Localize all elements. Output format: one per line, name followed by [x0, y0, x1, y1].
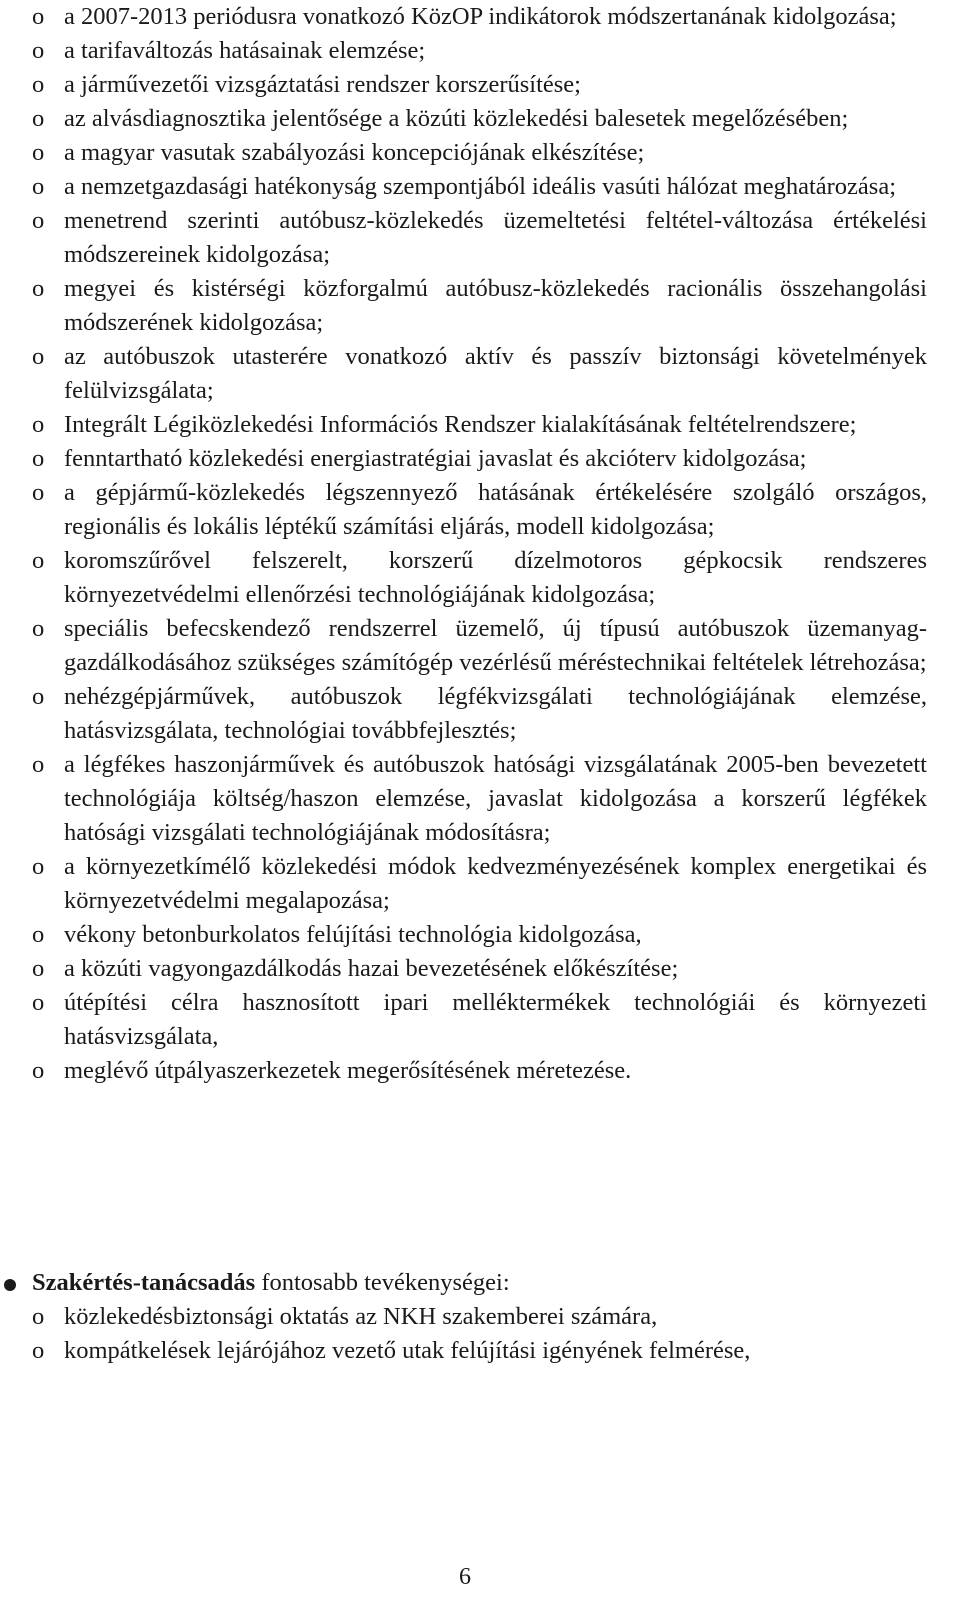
list-item-text: útépítési célra hasznosított ipari melléktermékek technológiái és környezeti hatásvizsgálata, [64, 989, 927, 1050]
list-item-text: nehézgépjárművek, autóbuszok légfékvizsgálati technológiájának elemzése, hatásvizsgálata, technológiai továbbfejlesztés; [64, 683, 927, 744]
list-marker: o [32, 445, 45, 472]
list-item-text: Integrált Légiközlekedési Információs Rendszer kialakításának feltételrendszere; [64, 411, 857, 438]
list-marker: o [32, 343, 45, 370]
list-item [32, 34, 927, 68]
list-item [32, 1300, 927, 1334]
list-item-text: fenntartható közlekedési energiastratégiai javaslat és akcióterv kidolgozása; [64, 445, 807, 472]
list-marker: o [32, 139, 45, 166]
section-heading-bold: Szakértés-tanácsadás [32, 1269, 256, 1296]
list-item [32, 340, 927, 408]
list-marker: o [32, 105, 45, 132]
section-heading [0, 1266, 930, 1300]
list-marker: o [32, 207, 45, 234]
list-marker: o [32, 547, 45, 574]
list-item [32, 952, 927, 986]
list-marker: o [32, 37, 45, 64]
list-marker: o [32, 1057, 45, 1084]
list-item-text: koromszűrővel felszerelt, korszerű dízelmotoros gépkocsik rendszeres környezetvédelmi ellenőrzési technológiájának kidolgozása; [64, 547, 927, 608]
list-item [32, 1334, 927, 1368]
activity-list [32, 0, 927, 1088]
list-item [32, 204, 927, 272]
list-item-text: a közúti vagyongazdálkodás hazai bevezetésének előkészítése; [64, 955, 679, 982]
list-item-text: vékony betonburkolatos felújítási technológia kidolgozása, [64, 921, 642, 948]
list-item-text: az alvásdiagnosztika jelentősége a közúti közlekedési balesetek megelőzésében; [64, 105, 849, 132]
list-item [32, 68, 927, 102]
list-item [32, 612, 927, 680]
section-heading-rest: fontosabb tevékenységei: [255, 1269, 510, 1296]
list-marker: o [32, 479, 45, 506]
list-item-text: a járművezetői vizsgáztatási rendszer korszerűsítése; [64, 71, 581, 98]
list-item-text: speciális befecskendező rendszerrel üzemelő, új típusú autóbuszok üzemanyag-gazdálkodásához szükséges számítógép vezérlésű méréstechnikai feltételek létrehozása; [64, 615, 927, 676]
list-item-text: a nemzetgazdasági hatékonyság szempontjából ideális vasúti hálózat meghatározása; [64, 173, 896, 200]
list-item [32, 476, 927, 544]
list-item [32, 1054, 927, 1088]
page-number: 6 [459, 1564, 471, 1590]
list-marker: o [32, 989, 45, 1016]
list-marker: o [32, 275, 45, 302]
list-item-text: a 2007-2013 periódusra vonatkozó KözOP indikátorok módszertanának kidolgozása; [64, 3, 897, 30]
list-item [32, 408, 927, 442]
list-marker: o [32, 71, 45, 98]
list-marker: o [32, 173, 45, 200]
list-marker: o [32, 955, 45, 982]
list-item [32, 272, 927, 340]
list-item [32, 136, 927, 170]
list-item [32, 986, 927, 1054]
list-marker: o [32, 615, 45, 642]
list-marker: o [32, 411, 45, 438]
list-item [32, 0, 927, 34]
list-item [32, 544, 927, 612]
expert-advice-section [0, 1266, 930, 1368]
list-item [32, 918, 927, 952]
list-item-text: az autóbuszok utasterére vonatkozó aktív és passzív biztonsági követelmények felülvizsgálata; [64, 343, 927, 404]
list-item-text: a magyar vasutak szabályozási koncepciójának elkészítése; [64, 139, 645, 166]
list-marker: o [32, 683, 45, 710]
list-item [32, 748, 927, 850]
bullet-dot-icon [4, 1279, 16, 1291]
list-marker: o [32, 853, 45, 880]
list-marker: o [32, 1303, 45, 1330]
list-item [32, 442, 927, 476]
list-item-text: kompátkelések lejárójához vezető utak felújítási igényének felmérése, [64, 1337, 751, 1364]
list-item [32, 102, 927, 136]
list-item-text: megyei és kistérségi közforgalmú autóbusz-közlekedés racionális összehangolási módszerének kidolgozása; [64, 275, 927, 336]
list-item [32, 170, 927, 204]
list-marker: o [32, 1337, 45, 1364]
list-item-text: meglévő útpályaszerkezetek megerősítésének méretezése. [64, 1057, 632, 1084]
list-item-text: közlekedésbiztonsági oktatás az NKH szakemberei számára, [64, 1303, 658, 1330]
list-item-text: a környezetkímélő közlekedési módok kedvezményezésének komplex energetikai és környezetvédelmi megalapozása; [64, 853, 927, 914]
list-marker: o [32, 921, 45, 948]
list-item [32, 680, 927, 748]
list-item-text: a légfékes haszonjárművek és autóbuszok hatósági vizsgálatának 2005-ben bevezetett technológiája költség/haszon elemzése, javaslat kidolgozása a korszerű légfékek hatósági vizsgálati technológiájának módosításra; [64, 751, 927, 846]
list-marker: o [32, 751, 45, 778]
expert-advice-list [0, 1300, 927, 1368]
list-item-text: menetrend szerinti autóbusz-közlekedés üzemeltetési feltétel-változása értékelési módszereinek kidolgozása; [64, 207, 927, 268]
list-marker: o [32, 3, 45, 30]
list-item-text: a tarifaváltozás hatásainak elemzése; [64, 37, 426, 64]
list-item [32, 850, 927, 918]
list-item-text: a gépjármű-közlekedés légszennyező hatásának értékelésére szolgáló országos, regionális és lokális léptékű számítási eljárás, modell kidolgozása; [64, 479, 927, 540]
